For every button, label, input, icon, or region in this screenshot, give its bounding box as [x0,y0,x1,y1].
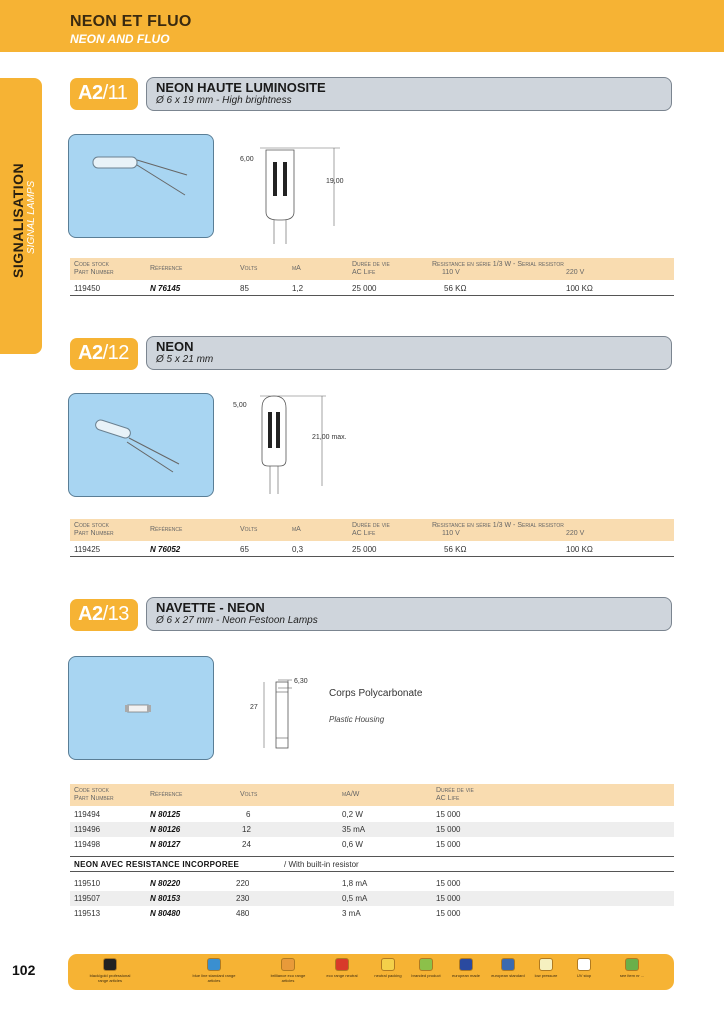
section-subtitle: Ø 5 x 21 mm [156,354,214,365]
subsection-heading: NEON AVEC RESISTANCE INCORPOREE / With built-in resistor [70,856,674,872]
dimension-label: 19,00 [326,178,344,185]
dimension-label: 6,30 [294,678,308,685]
section-subtitle: Ø 6 x 19 mm - High brightness [156,95,292,106]
uv-stop-icon [577,958,591,971]
legend-item: eco range neutral [320,958,364,978]
european-made-icon [459,958,473,971]
table-row: 119496 N 80126 12 35 mA 15 000 [70,822,674,837]
table-row: 119450 N 76145 85 1,2 25 000 56 KΩ 100 KΩ [70,281,674,296]
table-row: 119513 N 80480 480 3 mA 15 000 [74,909,461,918]
material-note-en: Plastic Housing [329,715,385,724]
legend-item: blue line standard range articles [192,958,236,983]
legend-item: black/gold professional range articles [88,958,132,983]
table-row: 119507 N 80153 230 0,5 mA 15 000 [70,891,674,906]
dimension-label: 5,00 [233,402,247,409]
table-header: Code stock Part Number Référence Volts mA Durée de vie AC Life Resistance en série 1/3 W - Serial resistor 110 V 220 V [70,258,674,280]
footer-legend-bar [68,954,674,990]
neon-lamp-icon [69,135,215,239]
section-title: NEON HAUTE LUMINOSITE [156,80,326,95]
dimension-label: 6,00 [240,156,254,163]
section-subtitle: Ø 6 x 27 mm - Neon Festoon Lamps [156,615,318,626]
table-row: 119510 N 80220 220 1,8 mA 15 000 [74,879,461,888]
black-gold-icon [103,958,117,971]
legend-item: european made [444,958,488,978]
brilliance-icon [281,958,295,971]
section-title-bar [146,336,672,370]
blue-line-icon [207,958,221,971]
page-header [0,0,724,52]
section-code-badge: A2/12 [70,338,138,370]
table-row: 119425 N 76052 65 0,3 25 000 56 KΩ 100 KΩ [70,542,674,557]
product-photo [68,656,214,760]
category-subtitle: SIGNAL LAMPS [26,180,37,254]
branded-product-icon [419,958,433,971]
table-header: Code stock Part Number Référence Volts mA Durée de vie AC Life Resistance en série 1/3 W - Serial resistor 110 V 220 V [70,519,674,541]
table-row: 119498 N 80127 24 0,6 W 15 000 [74,840,461,849]
dimension-label: 21,00 max. [312,434,347,441]
lamp-dimension-drawing [240,390,340,500]
legend-item: branded product [404,958,448,978]
dimension-label: 27 [250,704,258,711]
section-title: NAVETTE - NEON [156,600,265,615]
neutral-packing-icon [381,958,395,971]
section-code-badge: A2/11 [70,78,138,110]
category-title: SIGNALISATION [10,162,26,278]
product-photo [68,393,214,497]
table-row: 119494 N 80125 6 0,2 W 15 000 [74,810,461,819]
legend-item: european standard [486,958,530,978]
eco-range-icon [335,958,349,971]
page-number: 102 [12,962,36,978]
page-subtitle: NEON AND FLUO [70,32,170,46]
low-pressure-icon [539,958,553,971]
table-header: Code stock Part Number Référence Volts mA/W Durée de vie AC Life [70,784,674,806]
lamp-dimension-drawing [258,676,308,756]
legend-item: neutral packing [366,958,410,978]
material-note: Corps Polycarbonate [329,688,423,699]
product-photo [68,134,214,238]
see-item-icon [625,958,639,971]
legend-item: low pressure [524,958,568,978]
category-side-tab [0,78,42,354]
neon-lamp-icon [69,394,215,498]
section-title-bar [146,597,672,631]
section-code-badge: A2/13 [70,599,138,631]
page-title: NEON ET FLUO [70,13,192,30]
legend-item: UV stop [562,958,606,978]
section-title: NEON [156,339,194,354]
european-standard-icon [501,958,515,971]
festoon-lamp-icon [69,657,215,761]
legend-item: see item nr ... [610,958,654,978]
legend-item: brilliance eco range articles [266,958,310,983]
section-title-bar [146,77,672,111]
